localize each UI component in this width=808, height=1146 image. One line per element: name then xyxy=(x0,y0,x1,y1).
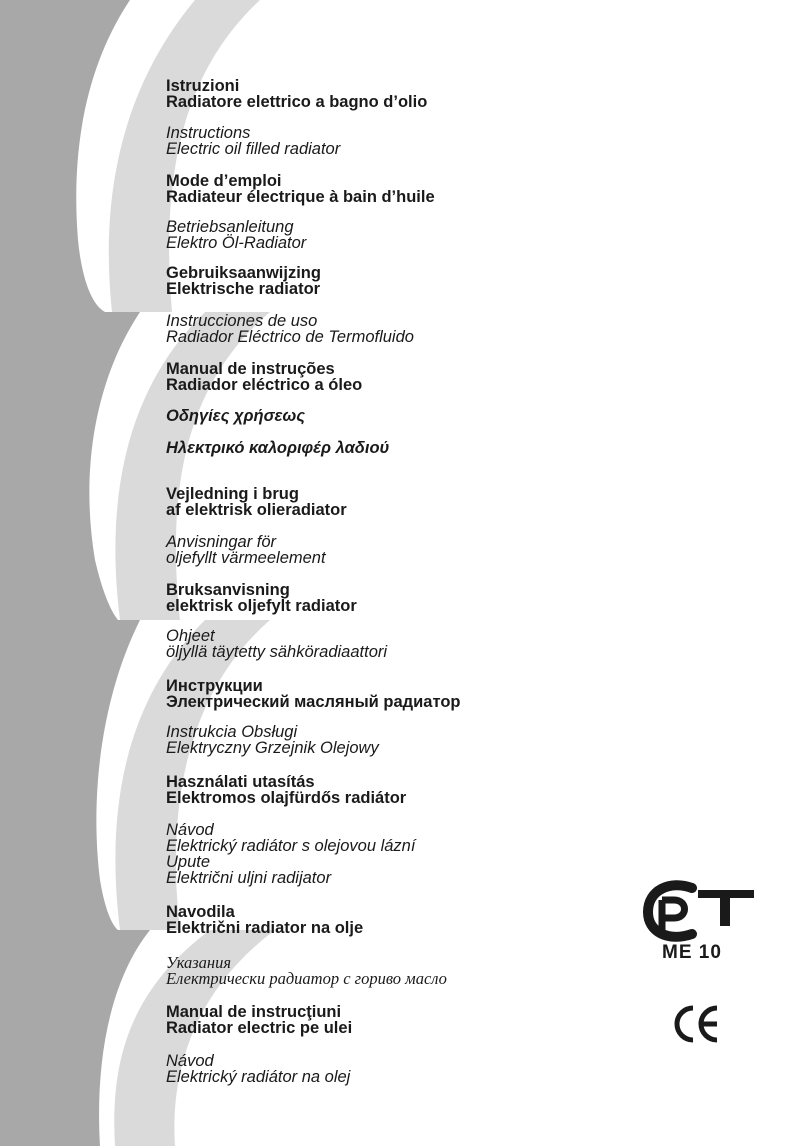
entry-subtitle: oljefyllt värmeelement xyxy=(166,549,326,567)
entry-title: Mode d’emploi xyxy=(166,172,282,190)
language-entry xyxy=(166,904,363,936)
language-entry xyxy=(166,265,321,297)
language-entry xyxy=(166,1004,352,1036)
language-entry xyxy=(166,219,306,251)
language-entry xyxy=(166,678,460,710)
entry-title: Указания xyxy=(166,953,232,972)
entry-subtitle: Elektrische radiator xyxy=(166,280,321,298)
language-entry xyxy=(166,486,347,518)
language-entry xyxy=(166,774,406,806)
language-entry xyxy=(166,1053,350,1085)
entry-title: Návod xyxy=(166,821,214,839)
entry-subtitle: Elektrický radiátor na olej xyxy=(166,1068,351,1086)
entry-title: Manual de instrucţiuni xyxy=(166,1003,342,1021)
entry-title: Navodila xyxy=(166,903,235,921)
entry-title: Gebruiksaanwijzing xyxy=(166,264,321,282)
entry-title: Bruksanvisning xyxy=(166,581,290,599)
entry-subtitle: Electric oil filled radiator xyxy=(166,140,341,158)
entry-title: Betriebsanleitung xyxy=(166,218,294,236)
entry-subtitle: Электрический масляный радиатор xyxy=(166,693,461,711)
entry-subtitle: Radiateur électrique à bain d’huile xyxy=(166,188,435,206)
entry-subtitle: Radiatore elettrico a bagno d’olio xyxy=(166,93,428,111)
entry-subtitle: Upute xyxy=(166,853,211,871)
language-entry xyxy=(166,582,357,614)
language-entry xyxy=(166,534,326,566)
entry-subtitle: af elektrisk olieradiator xyxy=(166,501,347,519)
language-entry xyxy=(166,361,362,393)
gost-code-label: ME 10 xyxy=(662,942,722,963)
entry-subtitle: Електрически радиатор с гориво масло xyxy=(166,969,447,988)
entry-title: Anvisningar för xyxy=(166,533,277,551)
language-entry xyxy=(166,440,389,456)
entry-title: Vejledning i brug xyxy=(166,485,299,503)
entry-subtitle: Radiator electric pe ulei xyxy=(166,1019,353,1037)
entry-subtitle: Elektryczny Grzejnik Olejowy xyxy=(166,739,379,757)
entry-subtitle: elektrisk oljefylt radiator xyxy=(166,597,357,615)
entry-title: Manual de instruções xyxy=(166,360,335,378)
entry-title: Ohjeet xyxy=(166,627,215,645)
language-entry xyxy=(166,724,379,756)
entry-title: Instrucciones de uso xyxy=(166,312,318,330)
language-entry xyxy=(166,955,447,987)
ce-mark xyxy=(671,1004,723,1044)
language-entry xyxy=(166,313,414,345)
entry-title: Istruzioni xyxy=(166,77,240,95)
entry-title: Οδηγίες χρήσεως xyxy=(166,407,306,425)
entry-title: Instrukcia Obsługi xyxy=(166,723,298,741)
entry-subtitle: Elektro Öl-Radiator xyxy=(166,234,307,252)
entry-title: Ηλεκτρικό καλοριφέρ λαδιού xyxy=(166,439,390,457)
language-entry xyxy=(166,125,340,157)
entry-subtitle: öljyllä täytetty sähköradiaattori xyxy=(166,643,388,661)
decor-band xyxy=(115,312,270,620)
entry-subtitle: Elektrický radiátor s olejovou lázní xyxy=(166,837,416,855)
entry-title: Инструкции xyxy=(166,677,263,695)
entry-subtitle: Električni radiator na olje xyxy=(166,919,364,937)
entry-title: Instructions xyxy=(166,124,251,142)
language-entry xyxy=(166,78,427,110)
entry-subtitle: Elektromos olajfürdős radiátor xyxy=(166,789,407,807)
language-entry xyxy=(166,628,387,660)
entry-subtitle: Radiador Eléctrico de Termofluido xyxy=(166,328,414,346)
entry-subtitle: Električni uljni radijator xyxy=(166,869,332,887)
entry-subtitle: Radiador eléctrico a óleo xyxy=(166,376,363,394)
entry-title: Návod xyxy=(166,1052,214,1070)
entry-title: Használati utasítás xyxy=(166,773,315,791)
language-entry xyxy=(166,822,415,886)
language-entry xyxy=(166,173,435,205)
language-entry xyxy=(166,408,305,424)
